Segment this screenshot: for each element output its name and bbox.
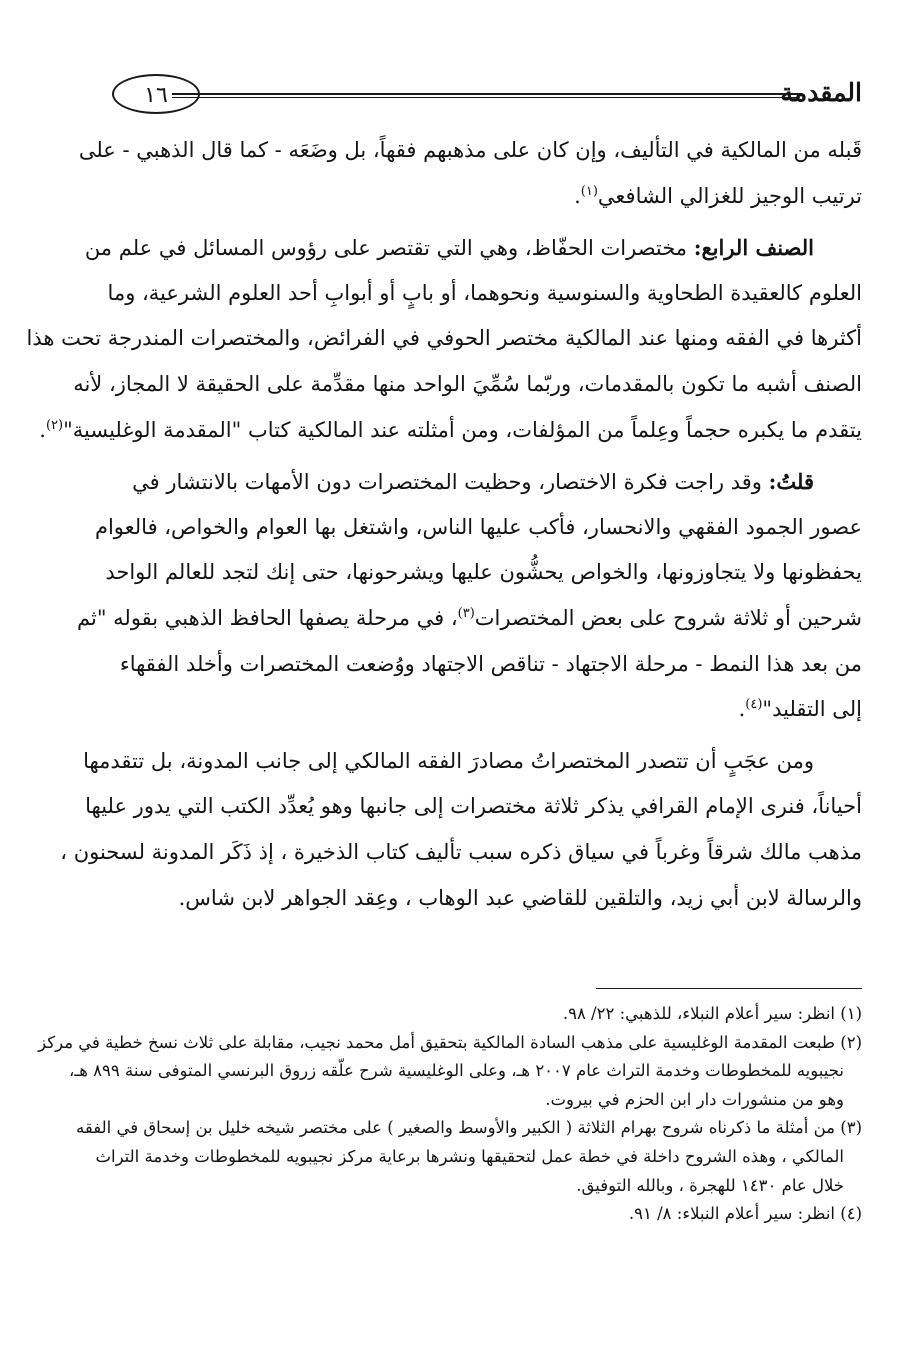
text-line [60,174,862,220]
main-text [26,128,862,921]
text-line: العلوم كالعقيدة الطحاوية والسنوسية ونحوهما، أو بابٍ أو أبوابِ أحد العلوم الشرعية، وما [107,280,862,305]
footnote-2-cont: نجيبويه للمخطوطات وخدمة التراث عام ٢٠٠٧ هـ، وعلى الوغليسية شرح علّقه زروق البرنسي المتوفى سنة ٨٩٩ هـ، [69,1061,844,1081]
footnote-ref: (٢) [45,417,64,433]
text-fragment: يتقدم ما يكبره حجماً وعِلماً من المؤلفات، ومن أمثلته عند المالكية كتاب "المقدمة الوغليسية" [63,417,862,442]
text-fragment: شرحين أو ثلاثة شروح على بعض المختصرات [474,605,862,630]
footnote-ref: (٤) [745,697,763,713]
footnote-separator [596,988,862,989]
footnote-ref: (٣) [457,605,475,621]
period: . [39,417,46,442]
running-header [112,74,862,120]
text-fragment: ترتيب الوجيز للغزالي الشافعي [597,183,862,208]
footnote-3: (٣) من أمثلة ما ذكرناه شروح بهرام الثلاثة ( الكبير والأوسط والصغير ) على مختصر شيخه خليل بن إسحاق في الفقه [76,1118,862,1138]
footnote-3-cont: المالكي ، وهذه الشروح داخلة في خطة عمل لتحقيقها ونشرها برعاية مركز نجيبويه للمخطوطات وخدمة التراث [95,1146,844,1166]
text-fragment: مختصرات الحفّاظ، وهي التي تقتصر على رؤوس المسائل في علم من [84,236,688,261]
text-line [39,408,862,454]
footnote-2-cont: وهو من منشورات دار ابن الحزم في بيروت. [545,1089,844,1109]
footnote-4: (٤) انظر: سير أعلام النبلاء: ٨/ ٩١. [628,1204,862,1224]
text-fragment: ، في مرحلة يصفها الحافظ الذهبي بقوله "ثم [77,605,458,630]
paragraph-lead: قلتُ: [768,469,814,495]
text-line [60,459,862,505]
text-fragment: إلى التقليد" [762,697,862,722]
text-line: ومن عجَبٍ أن تتصدر المختصراتُ مصادرَ الفقه المالكي إلى جانب المدونة، بل تتقدمها [83,748,814,773]
text-fragment: وقد راجت فكرة الاختصار، وحظيت المختصرات دون الأمهات بالانتشار في [132,470,762,495]
text-line: قَبله من المالكية في التأليف، وإن كان على مذهبهم فقهاً، بل وضَعَه - كما قال الذهبي - على [78,138,862,162]
footnote-ref: (١) [580,183,598,199]
text-line [60,596,862,642]
text-line: الصنف أشبه ما تكون بالمقدمات، وربّما سُمِّيَ الواحد منها مقدِّمة على الحقيقة لا المجاز، لأنه [73,371,862,396]
text-line: عصور الجمود الفقهي والانحسار، فأكب عليها الناس، واشتغل بها العوام والخواص، فالعوام [94,514,862,539]
text-line: مذهب مالك شرقاً وغرباً في سياق ذكره سبب تأليف كتاب الذخيرة ، إذ ذَكَر المدونة لسحنون ، [60,839,862,864]
text-line [60,225,862,271]
footnotes [38,1000,862,1229]
footnote-3-cont: خلال عام ١٤٣٠ للهجرة ، وبالله التوفيق. [576,1175,844,1195]
text-line: أحياناً، فنرى الإمام القرافي يذكر ثلاثة مختصرات إلى جانبها وهو يُعدِّد الكتب التي يدور عليها [85,794,862,819]
period: . [574,183,581,208]
page-number: ١٦ [112,74,200,114]
period: . [738,697,746,722]
header-rule [172,93,800,98]
text-line [60,687,862,733]
footnote-1: (١) انظر: سير أعلام النبلاء، للذهبي: ٢٢/ ٩٨. [562,1004,862,1023]
footnote-2: (٢) طبعت المقدمة الوغليسية على مذهب السادة المالكية بتحقيق أمل محمد نجيب، مقابلة على ثلاث نسخ خطية في مركز [38,1032,862,1052]
chapter-title: المقدمة [780,78,862,107]
paragraph-lead: الصنف الرابع: [693,235,814,261]
text-line: من بعد هذا النمط - مرحلة الاجتهاد - تناقص الاجتهاد ووُضعت المختصرات وأخلد الفقهاء [119,651,862,676]
text-line: والرسالة لابن أبي زيد، والتلقين للقاضي عبد الوهاب ، وعِقد الجواهر لابن شاس. [178,885,862,910]
text-line: يحفظونها ولا يتجاوزونها، والخواص يحشُّون عليها ويشرحونها، حتى إنك لتجد للعالم الواحد [105,560,862,585]
text-line: أكثرها في الفقه ومنها عند المالكية مختصر الحوفي في الفرائض، والمختصرات المندرجة تحت هذا [26,326,862,351]
